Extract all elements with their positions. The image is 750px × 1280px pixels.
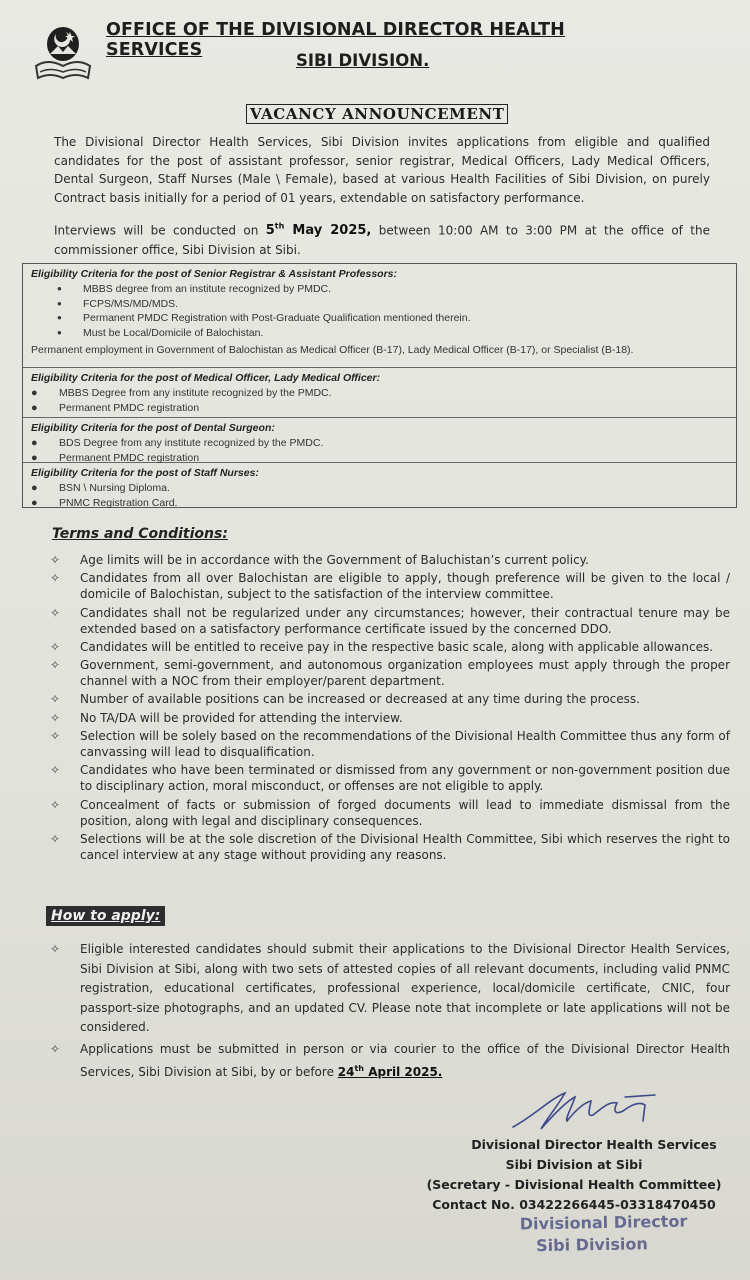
criteria-staff-nurses bbox=[23, 463, 736, 509]
interview-date bbox=[266, 223, 372, 238]
terms-title: Terms and Conditions: bbox=[52, 526, 228, 542]
bullet-icon: ● bbox=[57, 284, 62, 293]
terms-list bbox=[48, 552, 730, 865]
list-item: ● MBBS Degree from any institute recognized by the PMDC. bbox=[31, 387, 332, 399]
vacancy-announcement-title: VACANCY ANNOUNCEMENT bbox=[246, 104, 508, 124]
list-item: ● Must be Local/Domicile of Balochistan. bbox=[57, 326, 264, 339]
criteria-heading: Eligibility Criteria for the post of Staff Nurses: bbox=[31, 467, 259, 479]
list-item: ✧ Eligible interested candidates should submit their applications to the Divisional Director Health Services, Sibi Division at Sibi, along with two sets of attested copies of all relevant documents, including valid PNMC registration, educational certificates, professional experience, local/domicile certificate, CNIC, four passport-size photographs, and an updated CV. Please note that incomplete or late applications will not be considered. bbox=[50, 942, 730, 1034]
list-item: ✧ Concealment of facts or submission of forged documents will lead to immediate dismissal from the position, along with legal and disciplinary consequences. bbox=[50, 797, 730, 828]
list-item: ● MBBS degree from an institute recognized by PMDC. bbox=[57, 283, 332, 295]
list-item: ✧ No TA/DA will be provided for attending the interview. bbox=[50, 710, 403, 725]
diamond-bullet-icon: ✧ bbox=[50, 831, 61, 846]
bullet-icon: ● bbox=[57, 298, 62, 308]
interview-paragraph bbox=[54, 218, 710, 259]
diamond-bullet-icon: ✧ bbox=[50, 553, 61, 567]
intro-paragraph: The Divisional Director Health Services, Sibi Division invites applications from eligible and qualified candidates for the post of assistant professor, senior registrar, Medical Officers, Lady Medical Officers, Dental Surgeon, Staff Nurses (Male \ Female), based at various Health Facilities of Sibi Division, on purely Contract basis initially for a period of 01 years, extendable on satisfactory performance. bbox=[54, 135, 710, 205]
list-item: ✧ Candidates from all over Balochistan are eligible to apply, though preference will be given to the local / domicile of Balochistan, subject to the satisfaction of the interview committee. bbox=[50, 571, 730, 602]
signature-block bbox=[424, 1135, 724, 1215]
interview-day: 5 bbox=[265, 223, 275, 239]
list-item: ● FCPS/MS/MD/MDS. bbox=[57, 297, 179, 310]
apply-list bbox=[48, 940, 730, 1085]
diamond-bullet-icon: ✧ bbox=[50, 763, 61, 778]
criteria-heading: Eligibility Criteria for the post of Medical Officer, Lady Medical Officer: bbox=[31, 372, 381, 384]
list-item: ✧ Selection will be solely based on the recommendations of the Divisional Health Committee thus any form of canvassing will lead to disqualification. bbox=[50, 729, 730, 760]
list-item: ✧ Candidates shall not be regularized under any circumstances; however, their contractual tenure may be extended based on a satisfactory performance certificate issued by the concerned DDO. bbox=[50, 605, 730, 636]
signatory-office: Sibi Division at Sibi bbox=[505, 1157, 643, 1172]
list-item: ✧ Candidates who have been terminated or dismissed from any government or non-government position due to disciplinary action, moral misconduct, or offenses are not eligible to apply. bbox=[50, 763, 730, 794]
office-title: OFFICE OF THE DIVISIONAL DIRECTOR HEALTH SERVICES bbox=[106, 20, 565, 60]
bullet-icon: ● bbox=[31, 482, 38, 494]
diamond-bullet-icon: ✧ bbox=[50, 639, 61, 654]
criteria-heading: Eligibility Criteria for the post of Dental Surgeon: bbox=[31, 422, 275, 434]
criteria-dental-surgeon bbox=[23, 418, 736, 463]
list-item: ● Permanent PMDC Registration with Post-Graduate Qualification mentioned therein. bbox=[57, 312, 471, 325]
list-item: ✧ Number of available positions can be increased or decreased at any time during the process. bbox=[50, 692, 640, 707]
bullet-icon: ● bbox=[31, 401, 38, 414]
list-item: ● BSN \ Nursing Diploma. bbox=[31, 482, 170, 494]
diamond-bullet-icon: ✧ bbox=[50, 692, 61, 707]
list-item: ✧ Government, semi-government, and autonomous organization employees must apply through the proper channel with a NOC from their employer/parent department. bbox=[50, 658, 730, 689]
how-to-apply-title: How to apply: bbox=[46, 906, 165, 926]
list-item: ✧ Applications must be submitted in person or via courier to the office of the Divisional Director Health Services, Sibi Division at Sibi, by or before 24th April 2025. bbox=[50, 1041, 730, 1079]
bullet-icon: ● bbox=[57, 327, 62, 337]
eligibility-criteria-table bbox=[22, 263, 737, 508]
diamond-bullet-icon: ✧ bbox=[50, 710, 61, 725]
criteria-heading: Eligibility Criteria for the post of Senior Registrar & Assistant Professors: bbox=[31, 268, 398, 280]
list-item: ● Permanent PMDC registration bbox=[31, 451, 200, 464]
balochistan-emblem-icon bbox=[30, 22, 96, 86]
stamp-line-2: Sibi Division bbox=[536, 1234, 648, 1256]
interview-ordinal: th bbox=[274, 222, 285, 231]
interview-text-before: Interviews will be conducted on bbox=[54, 223, 259, 238]
list-item: ● PNMC Registration Card. bbox=[31, 496, 178, 509]
diamond-bullet-icon: ✧ bbox=[50, 658, 61, 673]
bullet-icon: ● bbox=[57, 313, 62, 323]
bullet-icon: ● bbox=[31, 496, 38, 509]
criteria-note: Permanent employment in Government of Balochistan as Medical Officer (B-17), Lady Medical Officer (B-17), or Specialist (B-18). bbox=[31, 344, 634, 356]
signatory-role: (Secretary - Divisional Health Committee) bbox=[426, 1177, 722, 1192]
bullet-icon: ● bbox=[31, 437, 38, 449]
criteria-medical-officer bbox=[23, 368, 736, 418]
division-subtitle: SIBI DIVISION. bbox=[296, 51, 430, 70]
contact-number: Contact No. 03422266445-03318470450 bbox=[432, 1197, 716, 1212]
list-item: ● BDS Degree from any institute recognized by the PMDC. bbox=[31, 437, 324, 449]
diamond-bullet-icon: ✧ bbox=[50, 571, 61, 586]
list-item: ✧ Age limits will be in accordance with the Government of Baluchistan’s current policy. bbox=[50, 553, 589, 567]
criteria-senior-registrar bbox=[23, 264, 736, 368]
signatory-title: Divisional Director Health Services bbox=[471, 1137, 717, 1152]
list-item: ✧ Candidates will be entitled to receive pay in the respective basic scale, along with applicable allowances. bbox=[50, 639, 714, 654]
bullet-icon: ● bbox=[31, 387, 38, 399]
handwritten-signature-icon bbox=[505, 1085, 675, 1140]
interview-month-year: May 2025, bbox=[292, 223, 372, 239]
list-item: ● Permanent PMDC registration bbox=[31, 401, 200, 414]
official-stamp bbox=[520, 1211, 688, 1258]
interview-text-after: between 10:00 AM to 3:00 PM at the office of the commissioner office, Sibi Division at Sibi. bbox=[54, 223, 710, 257]
bullet-icon: ● bbox=[31, 451, 38, 464]
list-item: ✧ Selections will be at the sole discretion of the Divisional Health Committee, Sibi which reserves the right to cancel interview at any stage without providing any reasons. bbox=[50, 831, 730, 862]
stamp-line-1: Divisional Director bbox=[519, 1211, 688, 1234]
diamond-bullet-icon: ✧ bbox=[50, 605, 61, 620]
diamond-bullet-icon: ✧ bbox=[50, 729, 61, 744]
deadline-date: 24th April 2025. bbox=[337, 1064, 443, 1079]
diamond-bullet-icon: ✧ bbox=[50, 942, 61, 956]
diamond-bullet-icon: ✧ bbox=[50, 797, 61, 812]
diamond-bullet-icon: ✧ bbox=[50, 1041, 61, 1056]
